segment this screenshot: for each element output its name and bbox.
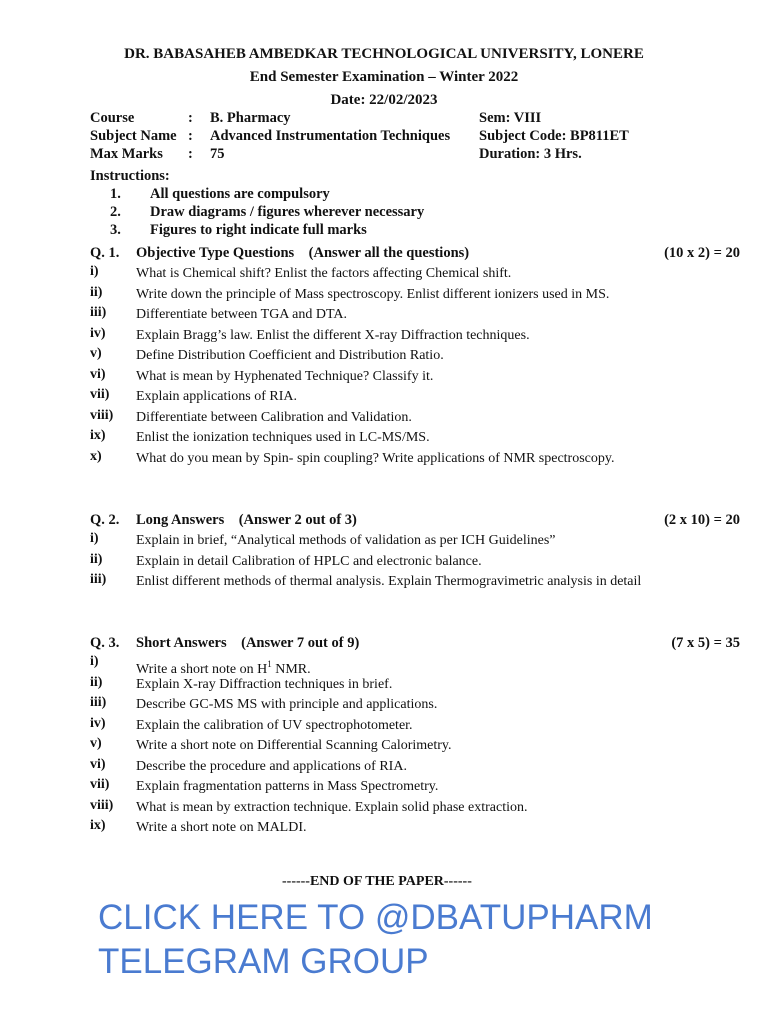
question-title: Objective Type Questions (Answer all the questions) (136, 245, 470, 261)
item-text: Differentiate between TGA and DTA. (136, 307, 348, 322)
item-text: What is mean by extraction technique. Explain solid phase extraction. (136, 800, 528, 815)
item-text: Write down the principle of Mass spectroscopy. Enlist different ionizers used in MS. (136, 287, 610, 302)
item-number: i) (90, 264, 99, 279)
question-marks: (7 x 5) = 35 (671, 635, 740, 651)
item-number: v) (90, 736, 102, 751)
item-text: Define Distribution Coefficient and Distribution Ratio. (136, 348, 444, 363)
item-text: Explain Bragg’s law. Enlist the different X-ray Diffraction techniques. (136, 328, 530, 343)
item-number: i) (90, 654, 99, 669)
item-text: Describe the procedure and applications of RIA. (136, 759, 407, 774)
item-number: ix) (90, 428, 106, 443)
item-text: Explain the calibration of UV spectrophotometer. (136, 718, 413, 733)
instruction-text: All questions are compulsory (150, 186, 330, 202)
item-text: Explain X-ray Diffraction techniques in brief. (136, 677, 393, 692)
item-number: iv) (90, 326, 106, 341)
item-text: What is Chemical shift? Enlist the factors affecting Chemical shift. (136, 266, 512, 281)
item-text: What is mean by Hyphenated Technique? Classify it. (136, 369, 434, 384)
item-text: Describe GC-MS MS with principle and applications. (136, 697, 438, 712)
item-number: v) (90, 346, 102, 361)
item-number: vii) (90, 387, 110, 402)
item-text: Explain in detail Calibration of HPLC and electronic balance. (136, 554, 482, 569)
item-text-suffix: NMR. (271, 662, 311, 677)
item-number: viii) (90, 408, 114, 423)
item-number: iv) (90, 716, 106, 731)
end-of-paper: ------END OF THE PAPER------ (282, 874, 472, 889)
university-title: DR. BABASAHEB AMBEDKAR TECHNOLOGICAL UNIVERSITY, LONERE (124, 46, 644, 62)
question-number: Q. 3. (90, 635, 120, 651)
item-number: iii) (90, 305, 107, 320)
item-text: Enlist different methods of thermal analysis. Explain Thermogravimetric analysis in detail (136, 574, 642, 589)
question-marks: (2 x 10) = 20 (664, 512, 740, 528)
item-number: ix) (90, 818, 106, 833)
subject-code: Subject Code: BP811ET (479, 128, 629, 144)
subject-value: Advanced Instrumentation Techniques (210, 128, 451, 144)
exam-date: Date: 22/02/2023 (330, 92, 438, 108)
max-marks-colon: : (188, 146, 193, 162)
item-text: Explain fragmentation patterns in Mass Spectrometry. (136, 779, 439, 794)
item-number: x) (90, 449, 102, 464)
item-number: iii) (90, 572, 107, 587)
item-number: ii) (90, 285, 103, 300)
item-number: vii) (90, 777, 110, 792)
item-number: viii) (90, 798, 114, 813)
item-number: i) (90, 531, 99, 546)
item-text: Enlist the ionization techniques used in LC-MS/MS. (136, 430, 430, 445)
instruction-number: 1. (110, 186, 121, 202)
item-text: Differentiate between Calibration and Validation. (136, 410, 412, 425)
promo-line-1[interactable]: CLICK HERE TO @DBATUPHARM (98, 898, 653, 937)
item-text: Write a short note on MALDI. (136, 820, 307, 835)
max-marks-label: Max Marks (90, 146, 163, 162)
question-number: Q. 1. (90, 245, 120, 261)
instruction-text: Draw diagrams / figures wherever necessary (150, 204, 425, 220)
item-text: Explain in brief, “Analytical methods of validation as per ICH Guidelines” (136, 533, 556, 548)
subject-colon: : (188, 128, 193, 144)
subject-label: Subject Name (90, 128, 177, 144)
semester: Sem: VIII (479, 110, 542, 126)
item-text: What do you mean by Spin- spin coupling? Write applications of NMR spectroscopy. (136, 451, 615, 466)
instruction-number: 3. (110, 222, 121, 238)
course-colon: : (188, 110, 193, 126)
exam-title: End Semester Examination – Winter 2022 (249, 69, 519, 85)
max-marks-value: 75 (210, 146, 225, 162)
item-number: ii) (90, 675, 103, 690)
question-number: Q. 2. (90, 512, 120, 528)
item-number: iii) (90, 695, 107, 710)
instructions-title: Instructions: (90, 168, 170, 184)
course-label: Course (90, 110, 135, 126)
promo-line-2[interactable]: TELEGRAM GROUP (98, 942, 429, 981)
item-text: Explain applications of RIA. (136, 389, 297, 404)
telegram-promo-link[interactable] (98, 896, 653, 984)
course-value: B. Pharmacy (210, 110, 291, 126)
instruction-text: Figures to right indicate full marks (150, 222, 367, 238)
instruction-number: 2. (110, 204, 121, 220)
item-number: ii) (90, 552, 103, 567)
item-number: vi) (90, 757, 106, 772)
duration: Duration: 3 Hrs. (479, 146, 582, 162)
item-text-prefix: Write a short note on H (136, 662, 268, 677)
superscript: 1 (267, 659, 272, 669)
question-title: Short Answers (Answer 7 out of 9) (136, 635, 360, 651)
item-number: vi) (90, 367, 106, 382)
question-marks: (10 x 2) = 20 (664, 245, 740, 261)
question-title: Long Answers (Answer 2 out of 3) (136, 512, 357, 528)
item-text: Write a short note on Differential Scanning Calorimetry. (136, 738, 452, 753)
